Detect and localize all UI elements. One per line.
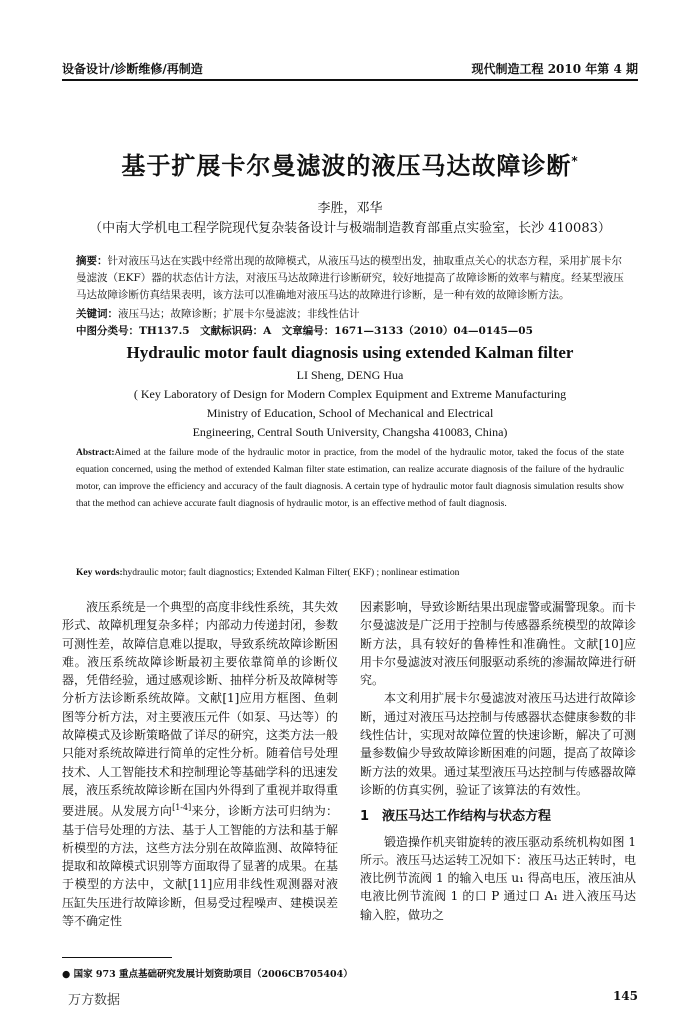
paragraph-introduction (62, 598, 338, 930)
chinese-keywords (76, 306, 624, 323)
chinese-keywords-label: 关键词： (76, 308, 118, 320)
chinese-title (0, 146, 700, 181)
chinese-abstract (76, 253, 624, 304)
intro-text-part-2: 来分，诊断方法可归纳为：基于信号处理的方法、基于人工智能的方法和基于解析模型的方法，这些方法分别在故障监测、故障特征提取和故障模式识别等方面取得了显著的成果。在基于模型的方法中，文献[11]应用非线性观测器对液压缸失压进行故障诊断，但易受过程噪声、建模误差等不确定性 (62, 804, 339, 929)
chinese-abstract-text: 针对液压马达在实践中经常出现的故障模式，从液压马达的模型出发，抽取重点关心的状态方程，采用扩展卡尔曼滤波（EKF）器的状态估计方法，对液压马达故障进行诊断研究，较好地提高了故障诊断的效率与精度。经某型液压马达故障诊断仿真结果表明，该方法可以准确地对液压马达的故障进行诊断，是一种有效的故障诊断方法。 (76, 255, 624, 301)
english-authors: LI Sheng, DENG Hua (296, 368, 404, 382)
citation-ref: [1-4] (172, 803, 192, 813)
header-journal-issue: 现代制造工程 2010 年第 4 期 (471, 62, 638, 76)
chinese-authors: 李胜，邓华 (317, 201, 383, 216)
english-abstract-text: Aimed at the failure mode of the hydraulic motor in practice, from the model of the hydraulic motor, taked the focus of the state equation concerned, using the method of extended Kalman filter state estimation, can realize accurate diagnosis of the failure of the hydraulic motor, can improve the efficiency and accuracy of the fault diagnosis. A certain type of hydraulic motor fault diagnosis simulation results show that the method can achieve accurate fault diagnosis of hydraulic motor, is an effective method of fault diagnosis. (76, 448, 624, 509)
header-divider (62, 79, 638, 81)
classification-line: 中图分类号：TH137.5 文献标识码：A 文章编号：1671—3133（2010）04—0145—05 (76, 325, 533, 337)
footnote-divider (62, 957, 172, 958)
database-watermark: 万方数据 (68, 993, 121, 1008)
chinese-title-text: 基于扩展卡尔曼滤波的液压马达故障诊断 (121, 152, 572, 180)
paragraph-structure: 锻造操作机夹钳旋转的液压驱动系统机构如图 1 所示。液压马达运转工况如下：液压马达正转时，电液比例节流阀 1 的输入电压 u₁ 得高电压，液压油从电液比例节流阀 1 的口 P 通过口 A₁ 进入液压马达输入腔，做功之 (360, 834, 637, 922)
english-abstract (76, 445, 624, 513)
english-keywords-label: Key words: (76, 568, 123, 578)
english-keywords (76, 565, 624, 582)
chinese-keywords-text: 液压马达；故障诊断；扩展卡尔曼滤波；非线性估计 (118, 308, 360, 320)
english-keywords-text: hydraulic motor; fault diagnostics; Extended Kalman Filter( EKF) ; nonlinear estimation (122, 568, 460, 578)
paragraph-method-overview: 本文利用扩展卡尔曼滤波对液压马达进行故障诊断，通过对液压马达控制与传感器状态健康参数的非线性估计，实现对故障位置的快速诊断，解决了可测量参数偏少导致故障诊断困难的问题，提高了故障诊断方法的效果。通过某型液压马达控制与传感器故障诊断的仿真实例，验证了该算法的有效性。 (360, 691, 637, 797)
english-affiliation-line-3: Engineering, Central South University, Changsha 410083, China) (192, 425, 508, 439)
chinese-affiliation: （中南大学机电工程学院现代复杂装备设计与极端制造教育部重点实验室，长沙 410083） (89, 221, 611, 236)
body-column-left (62, 598, 338, 930)
english-title: Hydraulic motor fault diagnosis using extended Kalman filter (126, 343, 574, 362)
chinese-abstract-label: 摘要： (76, 255, 108, 267)
body-column-right (360, 598, 636, 924)
english-affiliation-line-1: ( Key Laboratory of Design for Modern Complex Equipment and Extreme Manufacturing (133, 387, 567, 401)
intro-text-part-1: 液压系统是一个典型的高度非线性系统，其失效形式、故障机理复杂多样；内部动力传递封闭，参数可测性差，故障信息难以提取，导致系统故障诊断困难。液压系统故障诊断最初主要依靠简单的诊断仪器，凭借经验，通过感观诊断、抽样分析及故障树等分析方法诊断系统故障。文献[1]应用方框图、鱼刺图等分析方法，对主要液压元件（如泵、马达等）的故障模式及诊断策略做了详尽的研究，这类方法一般只能对系统故障进行简单的定性分析。随着信号处理技术、人工智能技术和控制理论等基础学科的迅速发展，液压系统故障诊断在国内外得到了重视并取得重要进展。从发展方向 (62, 600, 339, 819)
page-number: 145 (612, 989, 638, 1003)
running-header (62, 58, 638, 78)
paragraph-continued: 因素影响，导致诊断结果出现虚警或漏警现象。而卡尔曼滤波是广泛用于控制与传感器系统模型的故障诊断方法，具有较好的鲁棒性和准确性。文献[10]应用卡尔曼滤波对液压伺服驱动系统的渗漏故障进行研究。 (360, 600, 637, 688)
header-section-label: 设备设计/诊断维修/再制造 (62, 62, 203, 76)
section-heading-1: 1 液压马达工作结构与状态方程 (360, 809, 552, 825)
funding-footnote: ● 国家 973 重点基础研究发展计划资助项目（2006CB705404） (62, 969, 353, 980)
title-footnote-mark: * (571, 154, 579, 168)
english-affiliation-line-2: Ministry of Education, School of Mechanical and Electrical (206, 406, 494, 420)
english-abstract-label: Abstract: (76, 448, 115, 458)
